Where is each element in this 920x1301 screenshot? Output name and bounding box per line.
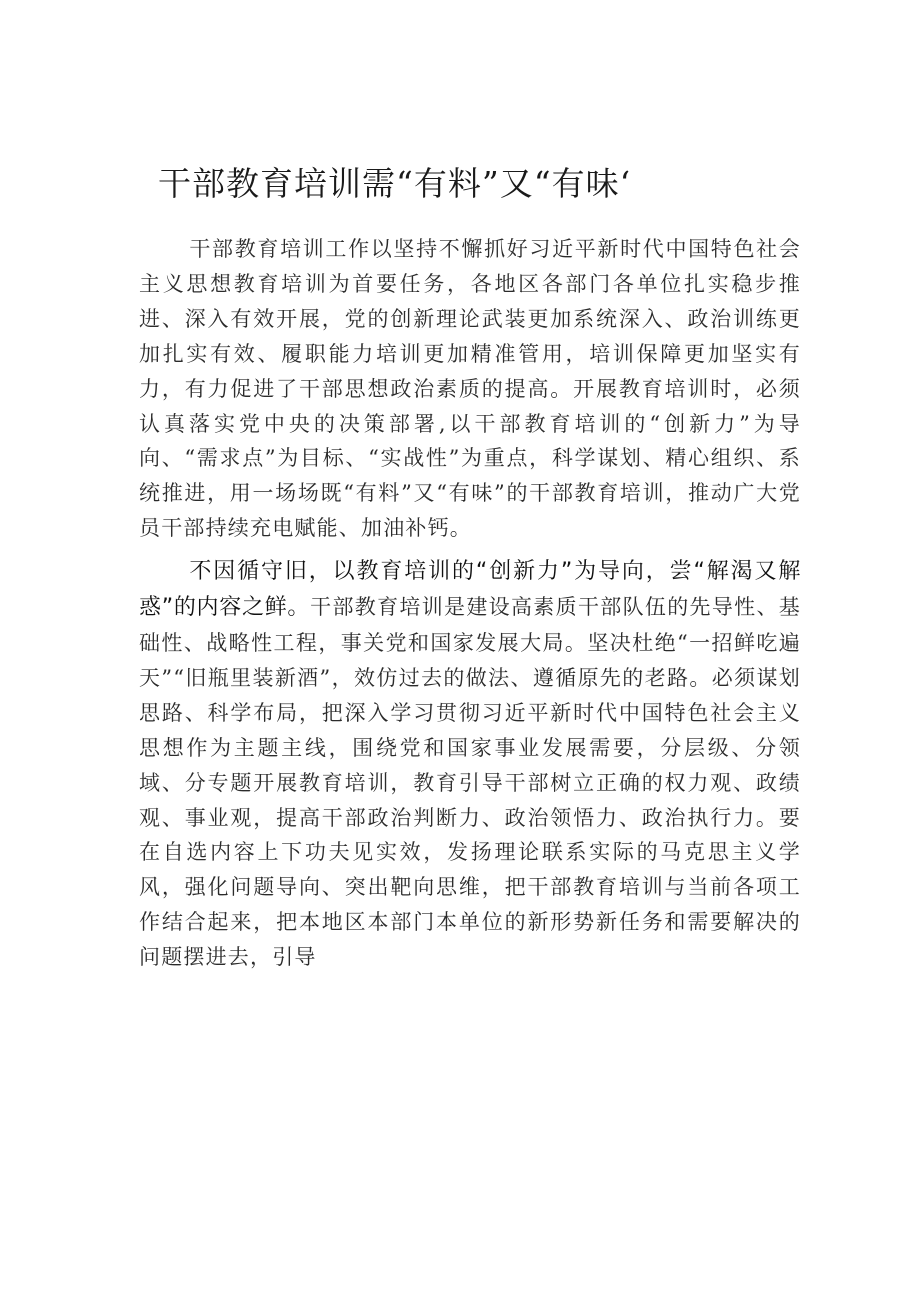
document-title: 干部教育培训需“有料”又“有味‘ [158, 164, 632, 203]
section-heading: 不因循守旧，以教育培训的“创新力”为导向，尝“解渴又解惑”的内容之鲜。 [139, 559, 801, 621]
paragraph-text: 干部教育培训工作以坚持不懈抓好习近平新时代中国特色社会主义思想教育培训为首要任务，各地区各部门各单位扎实稳步推进、深入有效开展，党的创新理论武装更加系统深入、政治训练更加扎实有效、履职能力培训更加精准管用，培训保障更加坚实有力，有力促进了干部思想政治素质的提高。开展教育培训时，必须认真落实党中央的决策部署,以干部教育培训的“创新力”为导向、“需求点”为目标、“实战性”为重点，科学谋划、精心组织、系统推进，用一场场既“有料”又“有味”的干部教育培训，推动广大党员干部持续充电赋能、加油补钙。 [139, 237, 801, 541]
paragraph-intro [139, 232, 801, 546]
paragraph-section-1 [139, 554, 801, 975]
document-body [139, 232, 801, 975]
paragraph-text: 干部教育培训是建设高素质干部队伍的先导性、基础性、战略性工程，事关党和国家发展大局。坚决杜绝“一招鲜吃遍天”“旧瓶里装新酒”，效仿过去的做法、遵循原先的老路。必须谋划思路、科学布局，把深入学习贯彻习近平新时代中国特色社会主义思想作为主题主线，围绕党和国家事业发展需要，分层级、分领域、分专题开展教育培训，教育引导干部树立正确的权力观、政绩观、事业观，提高干部政治判断力、政治领悟力、政治执行力。要在自选内容上下功夫见实效，发扬理论联系实际的马克思主义学风，强化问题导向、突出靶向思维，把干部教育培训与当前各项工作结合起来，把本地区本部门本单位的新形势新任务和需要解决的问题摆进去，引导 [139, 595, 801, 970]
